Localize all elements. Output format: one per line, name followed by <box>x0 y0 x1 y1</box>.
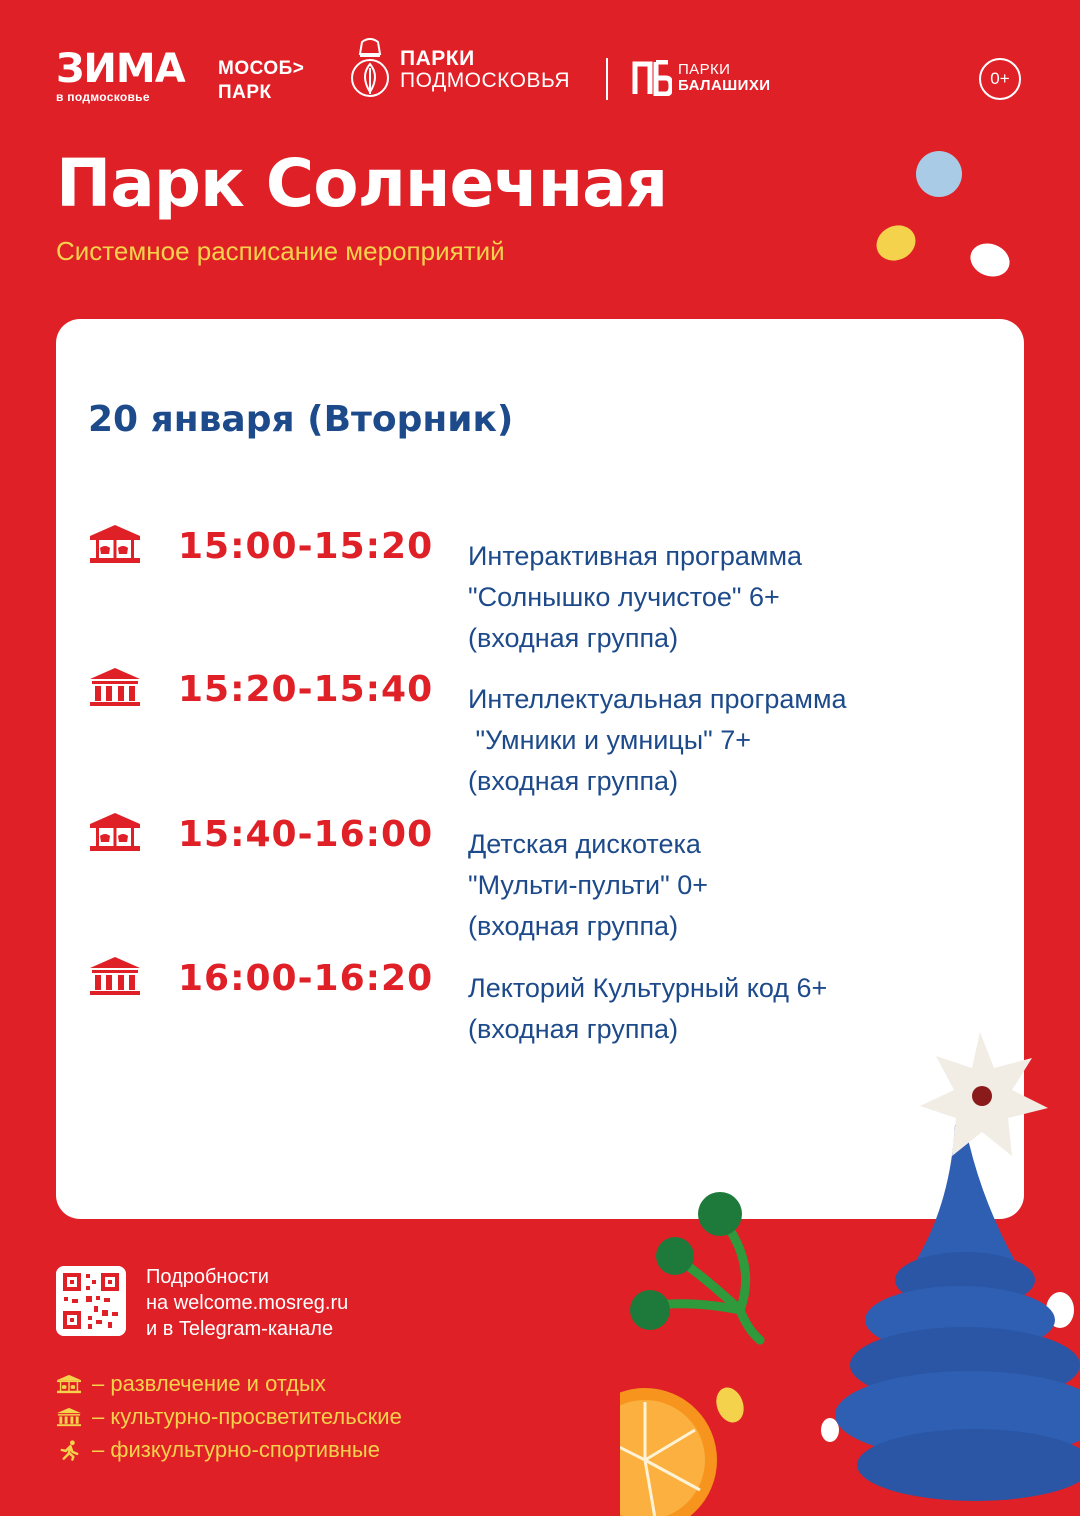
schedule-date: 20 января (Вторник) <box>88 399 514 440</box>
legend <box>56 1370 536 1466</box>
event-description: Лекторий Культурный код 6+ (входная группа) <box>468 973 828 1044</box>
info-text: Подробности на welcome.mosreg.ru и в Telegram-канале <box>146 1266 349 1340</box>
carousel-icon <box>56 1373 82 1395</box>
page-title: Парк Солнечная <box>56 145 668 222</box>
event-time: 16:00-16:20 <box>178 958 434 999</box>
pb-mark-icon <box>632 60 672 96</box>
zima-logo-subtitle: в подмосковье <box>56 90 150 104</box>
event-description: Интерактивная программа "Солнышко лучистое" 6+ (входная группа) <box>468 541 803 653</box>
runner-icon <box>56 1439 82 1461</box>
museum-icon <box>88 667 142 707</box>
qr-code-icon[interactable] <box>56 1266 126 1336</box>
parki-logo-line1: ПАРКИ <box>400 47 475 70</box>
museum-icon <box>88 956 142 996</box>
mosobpark-logo-line1: МОСОБ> <box>218 58 305 79</box>
bal-logo-line1: ПАРКИ <box>678 61 731 78</box>
decor-dot-yellow <box>871 219 922 267</box>
parki-logo-line2: ПОДМОСКОВЬЯ <box>400 69 571 92</box>
decor-dot-blue <box>916 151 962 197</box>
legend-label: – культурно-просветительские <box>92 1404 402 1429</box>
logo-divider <box>606 58 608 100</box>
legend-item <box>56 1403 402 1431</box>
bal-logo-line2: БАЛАШИХИ <box>678 77 771 94</box>
legend-label: – физкультурно-спортивные <box>92 1437 380 1462</box>
parki-podmoskovya-logo <box>350 38 570 102</box>
legend-label: – развлечение и отдых <box>92 1371 326 1396</box>
museum-icon <box>56 1406 82 1428</box>
event-time: 15:40-16:00 <box>178 814 434 855</box>
mosobpark-logo <box>218 57 304 105</box>
legend-item <box>56 1370 326 1398</box>
mosobpark-logo-line2: ПАРК <box>218 82 272 103</box>
zima-logo <box>56 46 185 104</box>
zima-logo-title: ЗИМА <box>56 46 185 92</box>
event-description: Интеллектуальная программа "Умники и умницы" 7+ (входная группа) <box>468 684 847 796</box>
page-subtitle: Системное расписание мероприятий <box>56 236 505 266</box>
event-time: 15:00-15:20 <box>178 526 434 567</box>
event-description: Детская дискотека "Мульти-пульти" 0+ (входная группа) <box>468 829 708 941</box>
event-time: 15:20-15:40 <box>178 669 434 710</box>
carousel-icon <box>88 812 142 852</box>
parki-balashikhi-logo <box>632 60 770 96</box>
carousel-icon <box>88 524 142 564</box>
leaf-hat-icon <box>350 38 390 102</box>
legend-item <box>56 1436 380 1464</box>
age-rating-badge: 0+ <box>979 58 1021 100</box>
decor-dot-white <box>966 238 1015 282</box>
